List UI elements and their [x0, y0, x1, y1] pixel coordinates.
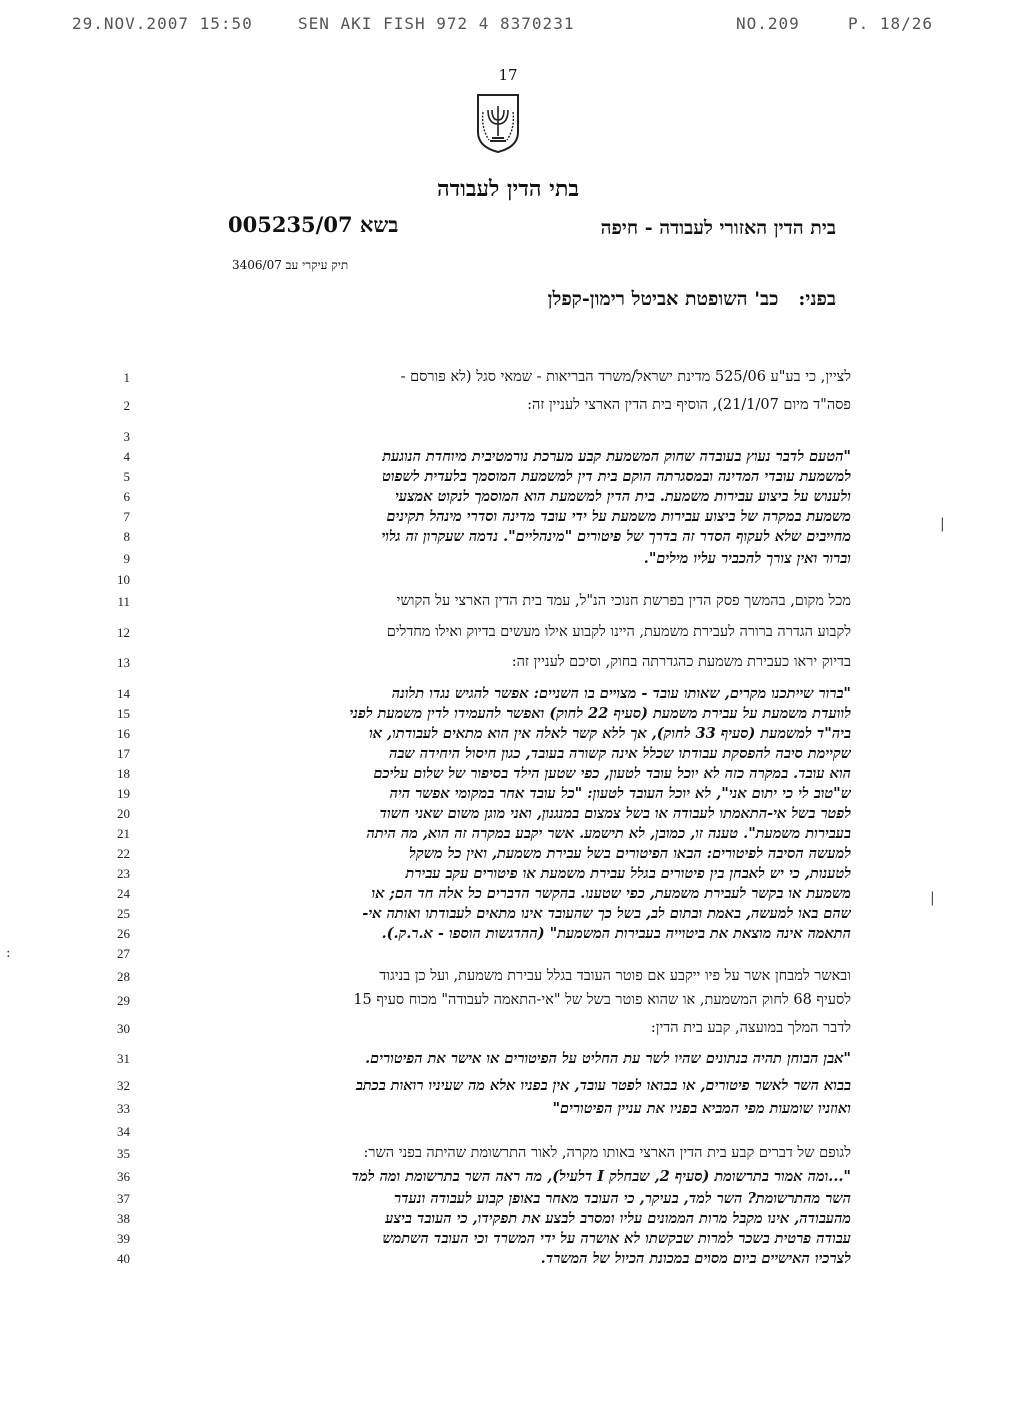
line-number: 36 [117, 1169, 130, 1184]
line-number: 14 [117, 686, 130, 701]
line-number: 7 [123, 509, 130, 524]
quote-line: משמעת במקרה של ביצוע עבירות משמעת על ידי עובד מדינה וסדרי מינהל תקינים [386, 508, 851, 525]
line-number: 15 [117, 706, 130, 721]
quote-line: השר מהתרשומת? השר למד, בעיקר, כי העובד מאחר באופן קבוע לעבודה ונעדר [394, 1190, 851, 1207]
body-line: לגופם של דברים קבע בית הדין הארצי באותו מקרה, לאור התרשומת שהיתה בפני השר: [363, 1145, 851, 1161]
before-label: בפני: [798, 288, 836, 310]
body-line: ובאשר למבחן אשר על פיו ייקבע אם פוטר העובד בגלל עבירת משמעת, ועל כן בניגוד [379, 968, 851, 984]
line-number: 25 [117, 906, 130, 921]
body-line: לדבר המלך במועצה, קבע בית הדין: [650, 1020, 851, 1036]
quote-line: ולענוש על ביצוע עבירות משמעת. בית הדין למשמעת הוא המוסמך לנקוט אמצעי [395, 488, 851, 505]
line-number: 20 [117, 806, 130, 821]
line-number: 28 [117, 969, 130, 984]
margin-mark: | [940, 516, 945, 532]
body-line: לסעיף 68 לחוק המשמעת, או שהוא פוטר בשל של "אי-התאמה לעבודה" מכוח סעיף 15 [353, 992, 851, 1008]
line-number: 22 [117, 846, 130, 861]
line-number: 34 [117, 1124, 130, 1139]
body-line: פסה"ד מיום 21/1/07), הוסיף בית הדין הארצי לעניין זה: [527, 397, 851, 413]
line-number: 26 [117, 926, 130, 941]
quote-line: בעבירות משמעת". טענה זו, כמובן, לא תישמע. אשר יקבע במקרה זה הוא, מה היתה [366, 825, 851, 842]
line-number: 23 [117, 866, 130, 881]
regional-court: בית הדין האזורי לעבודה - חיפה [600, 217, 836, 239]
line-number: 31 [117, 1051, 130, 1066]
quote-line: עבודה פרטית בשכר למרות שבקשתו לא אושרה על ידי המשרד וכי העובד השתמש [382, 1230, 851, 1247]
line-number: 33 [117, 1101, 130, 1116]
line-number: 27 [117, 946, 130, 961]
judge-line [548, 288, 836, 311]
line-number: 21 [117, 826, 130, 841]
fax-number: NO.209 [736, 14, 800, 33]
line-number: 13 [117, 655, 130, 670]
body-line: לקבוע הגדרה ברורה לעבירת משמעת, היינו לקבוע אילו מעשים בדיוק ואילו מחדלים [386, 624, 851, 640]
quote-line: שקיימת סיבה להפסקת עבודתו שכלל אינה קשורה בעובד, כגון חיסול היחידה שבה [389, 745, 851, 762]
line-number: 19 [117, 786, 130, 801]
line-number: 32 [117, 1078, 130, 1093]
body-line: בדיוק יראו כעבירת משמעת כהגדרתה בחוק, וסיכם לעניין זה: [511, 654, 851, 670]
judge-name: כב' השופטת אביטל רימון-קפלן [547, 288, 779, 310]
line-number: 9 [123, 551, 130, 566]
quote-line: שהם באו למעשה, באמת ובתום לב, בשל כך שהעובד אינו מתאים לעבודתו ואותה אי- [362, 905, 851, 922]
line-number: 35 [117, 1146, 130, 1161]
quote-line: לפטר בשל אי-התאמתו לעבודה או בשל צמצום במנגנון, ואני מוגן משום שאני חשוד [379, 805, 851, 822]
body-line: לציין, כי בע"ע 525/06 מדינת ישראל/משרד הבריאות - שמאי סגל (לא פורסם - [400, 369, 851, 385]
line-number: 38 [117, 1211, 130, 1226]
court-title: בתי הדין לעבודה [437, 176, 579, 202]
line-number: 39 [117, 1231, 130, 1246]
line-number: 3 [123, 429, 130, 444]
line-number: 5 [123, 469, 130, 484]
margin-mark: | [930, 890, 935, 906]
line-number: 1 [123, 370, 130, 385]
quote-line: לוועדת משמעת על עבירת משמעת (סעיף 22 לחוק) ואפשר להעמידו לדין משמעת לפני [349, 705, 851, 722]
quote-line: למעשה הסיבה לפיטורים: הבאו הפיטורים בשל עבירת משמעת, ואין כל משקל [409, 845, 851, 862]
quote-line: הוא עובד. במקרה כזה לא יוכל עובד לטעון, כפי שטען הילד בסיפור של שלום עליכם [373, 765, 851, 782]
quote-line: לטענות, כי יש לאבחן בין פיטורים בגלל עבירת משמעת או פיטורים עקב עבירת [405, 865, 851, 882]
line-number: 16 [117, 726, 130, 741]
quote-line: לצרכיו האישיים ביום מסוים במכונת הכיול של המשרד. [540, 1250, 851, 1267]
fax-timestamp: 29.NOV.2007 15:50 [72, 14, 253, 33]
line-number: 8 [123, 529, 130, 544]
quote-line: מהעבודה, אינו מקבל מרות הממונים עליו ומסרב לבצע את תפקידו, כי העובד ביצע [385, 1210, 851, 1227]
line-number: 2 [123, 398, 130, 413]
line-number: 40 [117, 1251, 130, 1266]
quote-line: בבוא השר לאשר פיטורים, או בבואו לפטר עובד, אין בפניו אלא מה שעיניו רואות בכתב [355, 1077, 851, 1094]
line-number: 10 [117, 572, 130, 587]
line-number: 30 [117, 1021, 130, 1036]
state-emblem-icon [475, 92, 521, 154]
quote-line: "...ומה אמור בתרשומת (סעיף 2, שבחלק I דלעיל), מה ראה השר בתרשומת ומה למד [351, 1168, 851, 1185]
line-number: 12 [117, 625, 130, 640]
quote-line: למשמעת עובדי המדינה ובמסגרתה הוקם בית דין למשמעת המוסמך בלעדית לשפוט [382, 468, 851, 485]
quote-line: ש"טוב לי כי יתום אני", לא יוכל העובד לטעון: "כל עובד אחר במקומי אפשר היה [389, 785, 851, 802]
quote-line: "הטעם לדבר נעוץ בעובדה שחוק המשמעת קבע מערכת נורמטיבית מיוחדת הנוגעת [382, 448, 851, 465]
quote-line: "אבן הבוחן תהיה בנתונים שהיו לשר עת החליט על הפיטורים או אישר את הפיטורים. [365, 1050, 851, 1067]
line-number: 6 [123, 489, 130, 504]
quote-line: ואוזניו שומעות מפי המביא בפניו את עניין הפיטורים" [552, 1100, 851, 1117]
line-number: 24 [117, 886, 130, 901]
quote-line: "ברור שייתכנו מקרים, שאותו עובד - מצויים בו השניים: אפשר להגיש נגדו תלונה [391, 685, 851, 702]
fax-sender: SEN AKI FISH 972 4 8370231 [298, 14, 575, 33]
main-file-number: תיק עיקרי עב 3406/07 [232, 258, 349, 272]
quote-line: מחייבים שלא לעקוף הסדר זה בדרך של פיטורים "מינהליים". נדמה שעקרון זה גלוי [381, 528, 851, 545]
line-number: 11 [117, 594, 130, 609]
body-line: מכל מקום, בהמשך פסק הדין בפרשת חנוכי הנ"ל, עמד בית הדין הארצי על הקושי [396, 593, 851, 609]
case-number: בשא 005235/07 [228, 212, 399, 237]
quote-line: ביה"ד למשמעת (סעיף 33 לחוק), אך ללא קשר לאלה אין הוא מתאים לעבודתו, או [369, 725, 851, 742]
quote-line: משמעת או בקשר לעבירת משמעת, כפי שטענו. בהקשר הדברים כל אלה חד הם; או [371, 885, 851, 902]
line-number: 17 [117, 746, 130, 761]
quote-line: וברור ואין צורך להכביר עליו מילים". [643, 550, 851, 567]
page-number: 17 [498, 66, 518, 84]
line-number: 29 [117, 993, 130, 1008]
margin-mark: : [6, 945, 11, 961]
fax-page: P. 18/26 [848, 14, 934, 33]
line-number: 37 [117, 1191, 130, 1206]
line-number: 4 [123, 449, 130, 464]
quote-line: התאמה אינה מוצאת את ביטוייה בעבירות המשמעת" (ההדגשות הוספו - א.ר.ק.). [381, 925, 851, 942]
line-number: 18 [117, 766, 130, 781]
